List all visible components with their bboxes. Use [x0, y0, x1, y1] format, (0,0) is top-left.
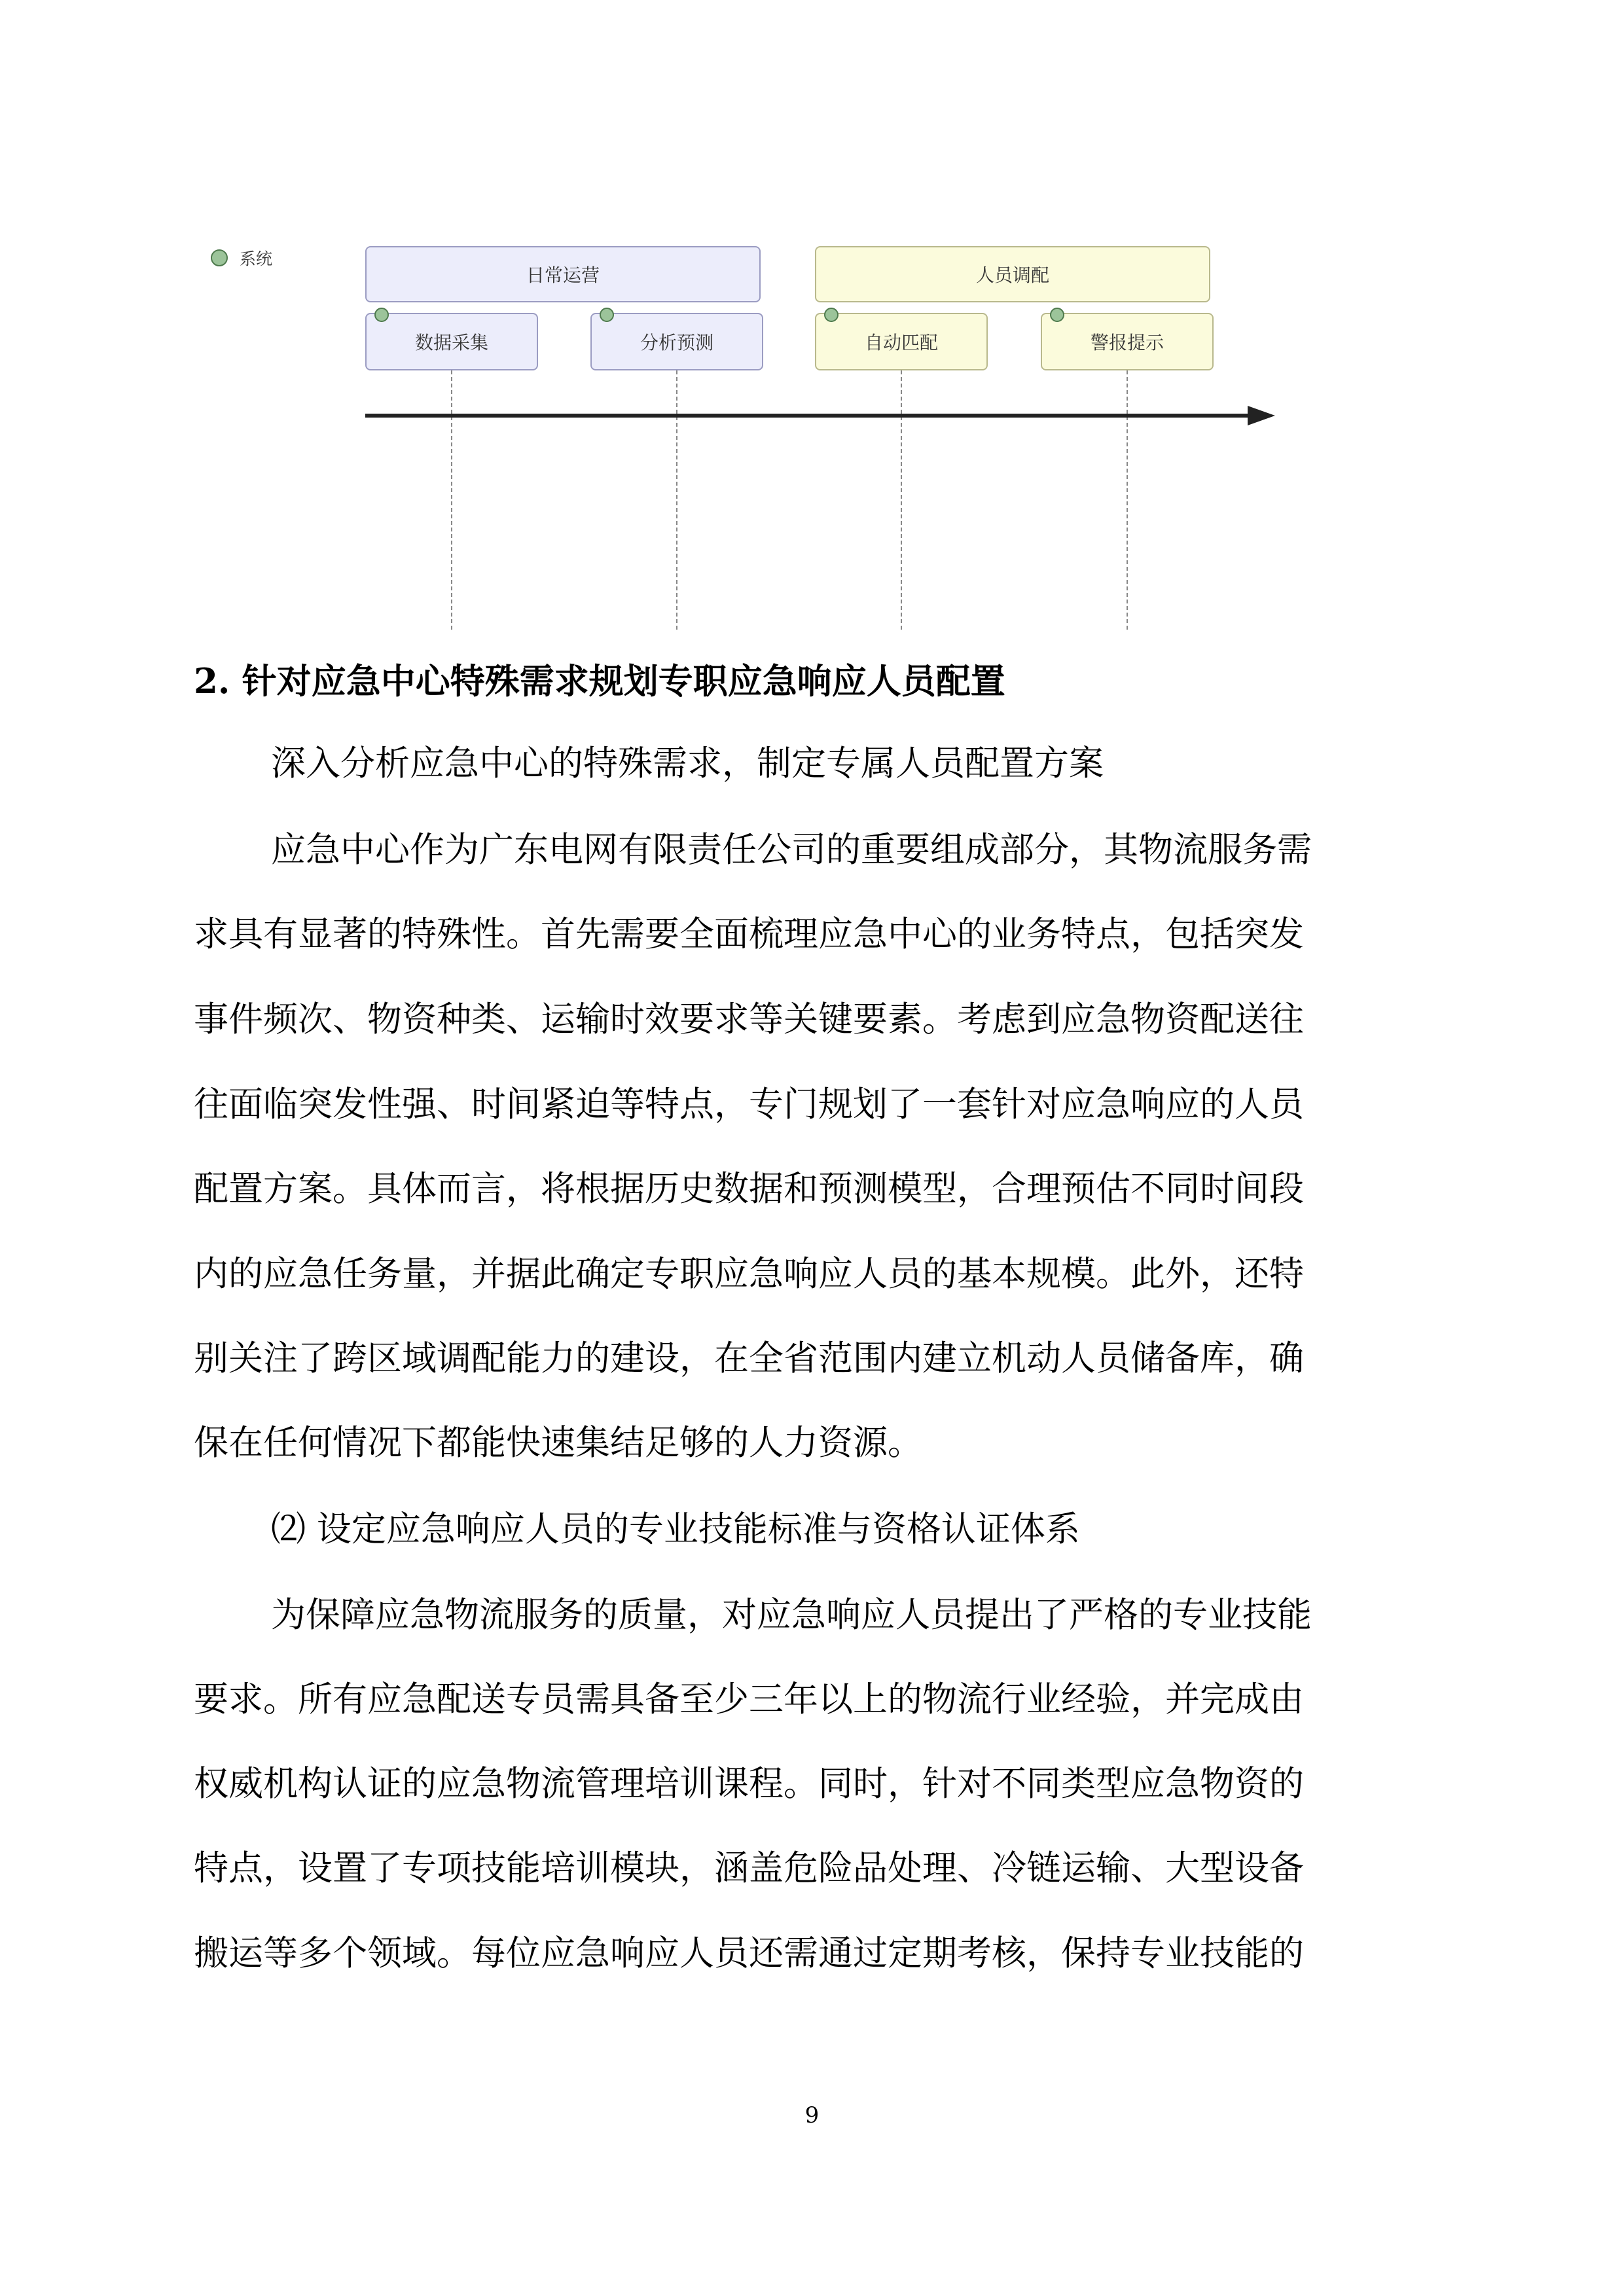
timeline-marker-line [1127, 370, 1128, 630]
timeline-marker-line [451, 370, 452, 630]
paragraph-1-line: 应急中心作为广东电网有限责任公司的重要组成部分，其物流服务需 [271, 830, 1312, 870]
paragraph-2-line: 权威机构认证的应急物流管理培训课程。同时，针对不同类型应急物资的 [194, 1764, 1304, 1804]
paragraph-1-line: 往面临突发性强、时间紧迫等特点，专门规划了一套针对应急响应的人员 [194, 1085, 1304, 1124]
paragraph-2-line: 要求。所有应急配送专员需具备至少三年以上的物流行业经验，并完成由 [194, 1679, 1304, 1719]
timeline-diagram [0, 0, 1624, 641]
node-dot-icon [374, 308, 389, 322]
page-number: 9 [804, 2102, 820, 2128]
node-dot-icon [1050, 308, 1064, 322]
legend [211, 246, 272, 270]
task-analysis-forecast: 分析预测 [590, 313, 763, 370]
paragraph-1-line: 保在任何情况下都能快速集结足够的人力资源。 [194, 1423, 922, 1463]
task-data-collection: 数据采集 [365, 313, 538, 370]
paragraph-1-line: 事件频次、物资种类、运输时效要求等关键要素。考虑到应急物资配送往 [194, 999, 1304, 1039]
legend-label: 系统 [240, 249, 273, 268]
timeline-marker-line [676, 370, 677, 630]
paragraph-1-line: 别关注了跨区域调配能力的建设，在全省范围内建立机动人员储备库，确 [194, 1338, 1304, 1378]
arrow-right-icon [1248, 406, 1275, 425]
node-dot-icon [600, 308, 614, 322]
paragraph-2-line: 特点，设置了专项技能培训模块，涵盖危险品处理、冷链运输、大型设备 [194, 1848, 1304, 1888]
paragraph-2-line: 为保障应急物流服务的质量，对应急响应人员提出了严格的专业技能 [271, 1595, 1312, 1635]
paragraph-1-line: 配置方案。具体而言，将根据历史数据和预测模型，合理预估不同时间段 [194, 1169, 1304, 1209]
phase-daily-operation: 日常运营 [365, 246, 761, 302]
timeline-marker-line [901, 370, 902, 630]
section-heading: 2. 针对应急中心特殊需求规划专职应急响应人员配置 [194, 661, 1005, 702]
timeline-axis [365, 414, 1250, 418]
node-dot-icon [824, 308, 839, 322]
phase-personnel-dispatch: 人员调配 [815, 246, 1210, 302]
task-alert-prompt: 警报提示 [1041, 313, 1214, 370]
paragraph-1-line: 内的应急任务量，并据此确定专职应急响应人员的基本规模。此外，还特 [194, 1254, 1304, 1294]
subheading-2: ⑵ 设定应急响应人员的专业技能标准与资格认证体系 [271, 1509, 1080, 1549]
paragraph-2-line: 搬运等多个领域。每位应急响应人员还需通过定期考核，保持专业技能的 [194, 1933, 1304, 1973]
legend-dot-icon [211, 249, 228, 266]
paragraph-1-line: 求具有显著的特殊性。首先需要全面梳理应急中心的业务特点，包括突发 [194, 914, 1304, 954]
task-auto-matching: 自动匹配 [815, 313, 988, 370]
subheading-1: 深入分析应急中心的特殊需求，制定专属人员配置方案 [271, 744, 1104, 783]
